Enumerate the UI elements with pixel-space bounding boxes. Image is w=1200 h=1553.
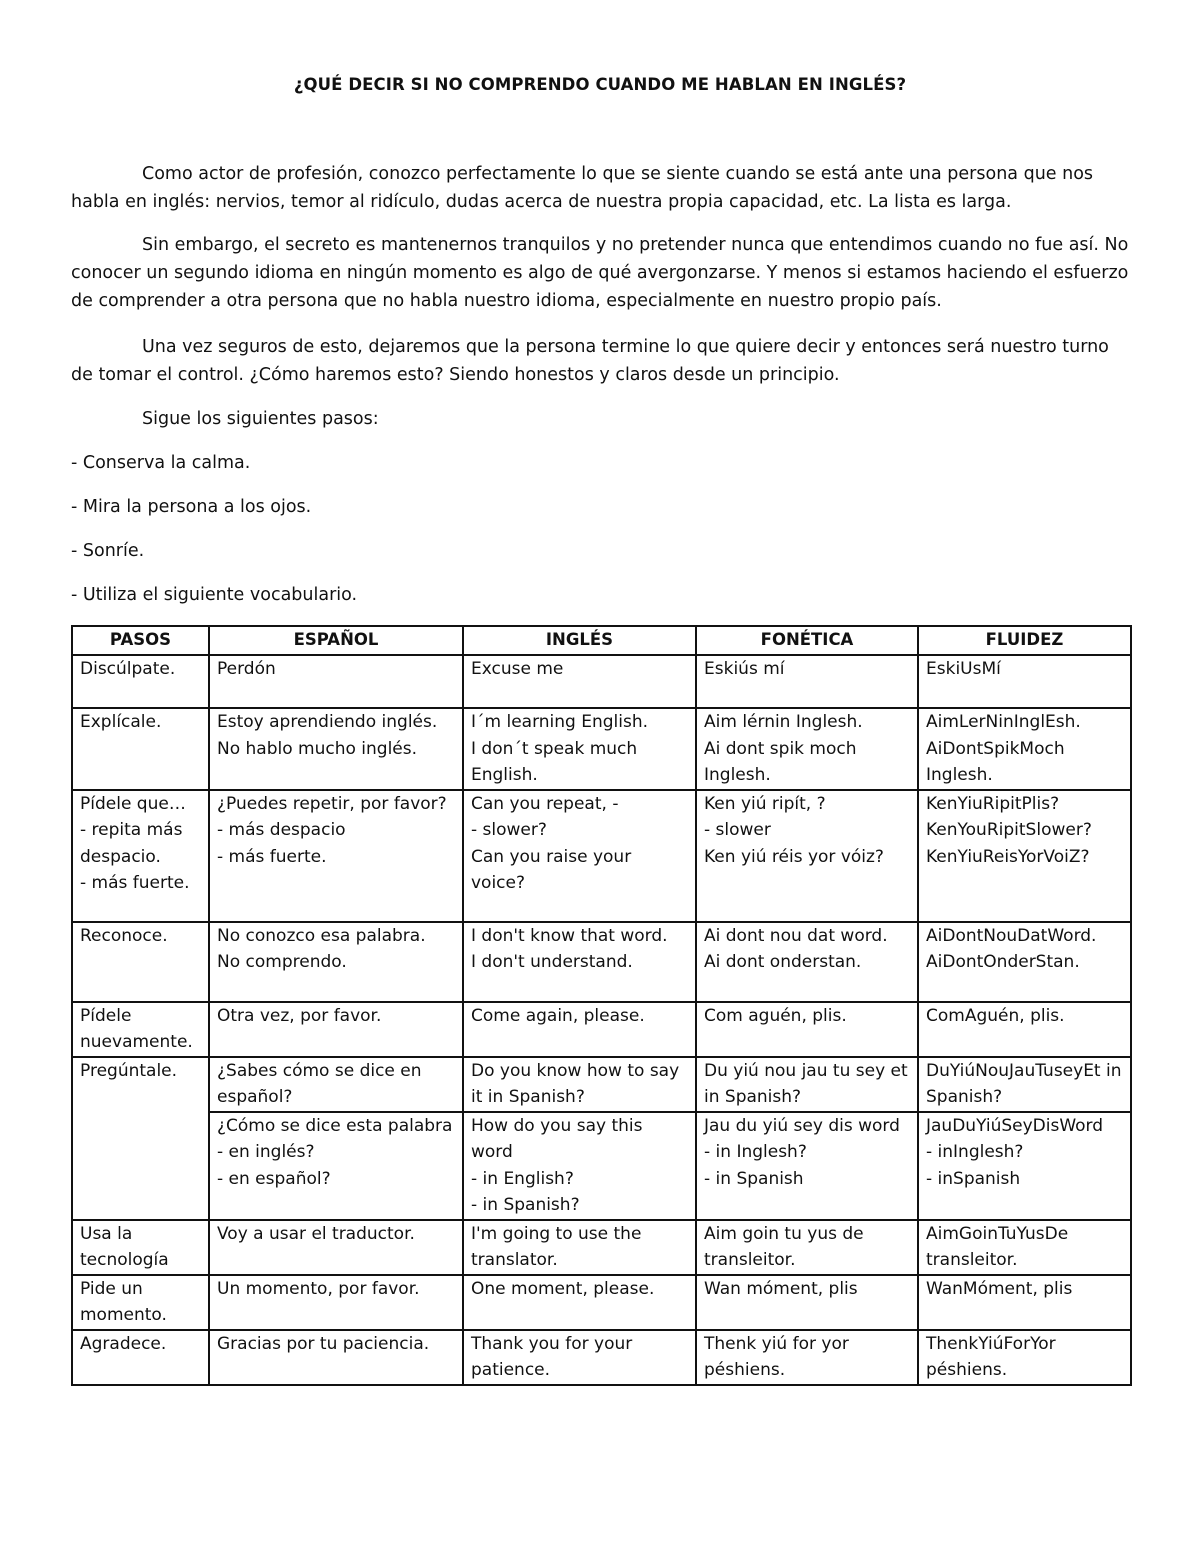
cell-pasos: Pídele que… - repita más despacio. - más fuerte. [72,790,209,922]
table-row [72,1002,1131,1057]
page-title: ¿QUÉ DECIR SI NO COMPRENDO CUANDO ME HABLAN EN INGLÉS? [293,75,907,94]
cell-ingles: I'm going to use the translator. [463,1220,696,1275]
vocabulary-table [71,625,1132,1386]
cell-ingles: Excuse me [463,655,696,708]
cell-ingles: I don't know that word. I don't understand. [463,922,696,1002]
cell-fonetica: Eskiús mí [696,655,918,708]
cell-espanol: Perdón [209,655,463,708]
step-item: - Sonríe. [71,541,145,561]
cell-pasos: Agradece. [72,1330,209,1385]
table-row [72,922,1131,1002]
cell-pasos: Pregúntale. [72,1057,209,1220]
cell-fonetica: Jau du yiú sey dis word - in Inglesh? - in Spanish [696,1112,918,1220]
cell-fonetica: Du yiú nou jau tu sey et in Spanish? [696,1057,918,1112]
paragraph-secret: Sin embargo, el secreto es mantenernos tranquilos y no pretender nunca que entendimos cuando no fue así. No conocer un segundo idioma en ningún momento es algo de qué avergonzarse. Y menos si estamos haciendo el esfuerzo de comprender a otra persona que no habla nuestro idioma, especialmente en nuestro propio país. [71,235,1129,311]
cell-fluidez: ComAguén, plis. [918,1002,1131,1057]
table-row [72,1330,1131,1385]
table-row [72,708,1131,790]
header-pasos: PASOS [72,626,209,655]
table-row [72,1220,1131,1275]
cell-espanol: ¿Puedes repetir, por favor? - más despacio - más fuerte. [209,790,463,922]
cell-fonetica: Wan móment, plis [696,1275,918,1330]
cell-fluidez: KenYiuRipitPlis? KenYouRipitSlower? KenYiuReisYorVoiZ? [918,790,1131,922]
cell-espanol: Gracias por tu paciencia. [209,1330,463,1385]
paragraph-steps-intro: Sigue los siguientes pasos: [142,409,379,429]
cell-fluidez: DuYiúNouJauTuseyEt in Spanish? [918,1057,1131,1112]
cell-fluidez: ThenkYiúForYor péshiens. [918,1330,1131,1385]
header-fonetica: FONÉTICA [696,626,918,655]
cell-fluidez: AiDontNouDatWord. AiDontOnderStan. [918,922,1131,1002]
cell-ingles: One moment, please. [463,1275,696,1330]
cell-fonetica: Com aguén, plis. [696,1002,918,1057]
table-row [72,1112,1131,1220]
cell-fonetica: Thenk yiú for yor péshiens. [696,1330,918,1385]
cell-pasos: Pídele nuevamente. [72,1002,209,1057]
cell-fluidez: AimLerNinInglEsh. AiDontSpikMoch Inglesh. [918,708,1131,790]
cell-pasos: Discúlpate. [72,655,209,708]
step-item: - Mira la persona a los ojos. [71,497,312,517]
step-item: - Conserva la calma. [71,453,251,473]
cell-ingles: Come again, please. [463,1002,696,1057]
cell-espanol: Estoy aprendiendo inglés. No hablo mucho inglés. [209,708,463,790]
cell-espanol: ¿Sabes cómo se dice en español? [209,1057,463,1112]
header-espanol: ESPAÑOL [209,626,463,655]
cell-pasos: Explícale. [72,708,209,790]
table-row [72,790,1131,922]
step-item: - Utiliza el siguiente vocabulario. [71,585,358,605]
cell-espanol: Un momento, por favor. [209,1275,463,1330]
cell-ingles: How do you say this word - in English? - in Spanish? [463,1112,696,1220]
paragraph-intro: Como actor de profesión, conozco perfectamente lo que se siente cuando se está ante una persona que nos habla en inglés: nervios, temor al ridículo, dudas acerca de nuestra propia capacidad, etc. La lista es larga. [71,164,1094,212]
cell-espanol: No conozco esa palabra. No comprendo. [209,922,463,1002]
cell-espanol: Voy a usar el traductor. [209,1220,463,1275]
cell-fluidez: EskiUsMí [918,655,1131,708]
cell-ingles: Do you know how to say it in Spanish? [463,1057,696,1112]
cell-fluidez: AimGoinTuYusDe transleitor. [918,1220,1131,1275]
cell-fonetica: Ken yiú ripít, ? - slower Ken yiú réis yor vóiz? [696,790,918,922]
paragraph-control: Una vez seguros de esto, dejaremos que la persona termine lo que quiere decir y entonces será nuestro turno de tomar el control. ¿Cómo haremos esto? Siendo honestos y claros desde un principio. [71,337,1109,385]
cell-pasos: Reconoce. [72,922,209,1002]
table-row [72,1275,1131,1330]
cell-ingles: I´m learning English. I don´t speak much English. [463,708,696,790]
cell-espanol: Otra vez, por favor. [209,1002,463,1057]
cell-fonetica: Aim goin tu yus de transleitor. [696,1220,918,1275]
cell-espanol: ¿Cómo se dice esta palabra - en inglés? - en español? [209,1112,463,1220]
header-ingles: INGLÉS [463,626,696,655]
header-fluidez: FLUIDEZ [918,626,1131,655]
cell-fluidez: JauDuYiúSeyDisWord - inInglesh? - inSpanish [918,1112,1131,1220]
cell-pasos: Usa la tecnología [72,1220,209,1275]
table-header-row [72,626,1131,655]
cell-fonetica: Aim lérnin Inglesh. Ai dont spik moch Inglesh. [696,708,918,790]
cell-pasos: Pide un momento. [72,1275,209,1330]
table-row [72,1057,1131,1112]
cell-fluidez: WanMóment, plis [918,1275,1131,1330]
table-row [72,655,1131,708]
cell-fonetica: Ai dont nou dat word. Ai dont onderstan. [696,922,918,1002]
cell-ingles: Can you repeat, - - slower? Can you raise your voice? [463,790,696,922]
cell-ingles: Thank you for your patience. [463,1330,696,1385]
